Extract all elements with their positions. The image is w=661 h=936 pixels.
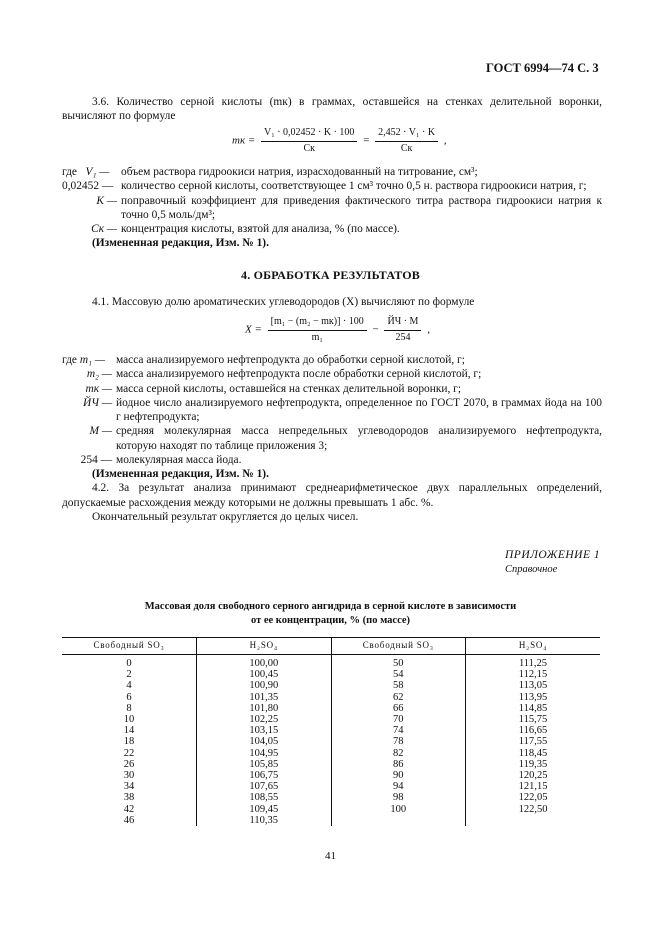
table-cell: 42 (123, 803, 135, 815)
definition-term: K — (96, 194, 117, 207)
paragraph-4-2-rounding: Окончательный результат округляется до целых чисел. (92, 510, 359, 523)
column-header: Свободный SO₃ (62, 638, 197, 655)
fraction-2-denominator: 254 (395, 331, 411, 343)
table-cell: 118,45 (466, 748, 601, 759)
fraction-2-denominator: Cк (400, 142, 413, 154)
table-row (62, 692, 600, 703)
table-header-row (62, 638, 600, 655)
table-row (62, 669, 600, 680)
definition-desc: количество серной кислоты, соответствующее 1 см³ точно 0,5 н. раствора гидроокиси натрия, г; (121, 180, 587, 193)
table-row (62, 815, 600, 826)
amendment-note: (Измененная редакция, Изм. № 1). (92, 237, 269, 250)
table-cell: 102,25 (197, 714, 332, 725)
fraction-1-numerator: [m₁ − (m₂ − mк)] · 100 (268, 316, 367, 331)
table-cell: 108,55 (197, 792, 332, 803)
table-row (62, 792, 600, 803)
table-cell: 116,65 (466, 725, 601, 736)
table-cell: 122,05 (466, 792, 601, 803)
table-cell: 66 (331, 703, 466, 714)
definition-term: Cк — (91, 223, 117, 235)
fraction-1-numerator: V₁ · 0,02452 · K · 100 (261, 127, 357, 142)
table-cell: 38 (123, 792, 135, 804)
table-cell: 2 (126, 669, 132, 681)
table-cell: 122,50 (466, 804, 601, 815)
definitions-3-6 (62, 165, 602, 251)
table-row (62, 770, 600, 781)
table-cell: 115,75 (466, 714, 601, 725)
table-cell: 22 (123, 747, 135, 759)
table-row (62, 655, 600, 670)
definition-row (62, 367, 602, 381)
amendment-note: (Измененная редакция, Изм. № 1). (92, 468, 269, 480)
table-cell: 30 (123, 770, 135, 782)
table-cell: 104,95 (197, 748, 332, 759)
formula-mk (232, 127, 447, 155)
formula-tail: , (443, 134, 447, 147)
table-cell: 50 (331, 655, 466, 670)
table-cell: 100,00 (197, 655, 332, 670)
table-caption (0, 600, 661, 627)
column-header: Свободный SO₃ (331, 638, 466, 655)
table-cell: 8 (126, 702, 132, 714)
table-row (62, 703, 600, 714)
table-cell: 101,80 (197, 703, 332, 714)
appendix-subtitle: Справочное (505, 564, 558, 575)
table-cell: 26 (123, 758, 135, 770)
definition-desc: концентрация кислоты, взятой для анализа, % (по массе). (121, 223, 400, 235)
table-cell: 120,25 (466, 770, 601, 781)
definitions-4-1 (62, 353, 602, 524)
table-cell: 112,15 (466, 669, 601, 680)
table-cell: 106,75 (197, 770, 332, 781)
so3-table (62, 637, 600, 826)
table-cell: 10 (123, 714, 135, 726)
paragraph-3-6: 3.6. Количество серной кислоты (mк) в граммах, оставшейся на стенках делительной воронки, вычисляют по формуле (62, 96, 602, 123)
table-cell: 103,15 (197, 725, 332, 736)
table-row (62, 804, 600, 815)
table-row (62, 725, 600, 736)
table-caption-line: от ее концентрации, % (по массе) (250, 614, 411, 626)
definition-desc: средняя молекулярная масса непредельных углеводородов анализируемого нефтепродукта, которую находят по таблице приложения 3; (116, 425, 602, 452)
table-cell: 78 (331, 736, 466, 747)
definition-desc: масса анализируемого нефтепродукта до обработки серной кислотой, г; (116, 354, 465, 366)
section-title: 4. ОБРАБОТКА РЕЗУЛЬТАТОВ (241, 268, 420, 282)
definition-row (62, 179, 602, 193)
definition-row (62, 424, 602, 453)
table-caption-line: Массовая доля свободного серного ангидрида в серной кислоте в зависимости (144, 601, 517, 612)
table-cell: 101,35 (197, 692, 332, 703)
formula-x (245, 316, 430, 344)
table-cell: 0 (126, 658, 132, 669)
table-cell: 105,85 (197, 759, 332, 770)
table-row (62, 680, 600, 691)
table-cell: 62 (331, 692, 466, 703)
definition-term: mк — (85, 382, 112, 395)
table-cell: 98 (331, 792, 466, 803)
table-cell: 111,25 (466, 655, 601, 670)
table-cell: 74 (331, 725, 466, 736)
table-row (62, 781, 600, 792)
where-label: где m₁ — (62, 354, 105, 366)
table-cell: 70 (331, 714, 466, 725)
table-cell: 86 (331, 759, 466, 770)
table-cell: 100,90 (197, 680, 332, 691)
table-cell: 4 (126, 680, 132, 692)
table-cell: 110,35 (197, 815, 332, 826)
table-cell: 82 (331, 748, 466, 759)
table-cell: 58 (331, 680, 466, 691)
table-cell: 114,85 (466, 703, 601, 714)
paragraph-4-1: 4.1. Массовую долю ароматических углеводородов (X) вычисляют по формуле (92, 296, 475, 308)
definition-term: 254 — (80, 453, 112, 466)
column-header: H₂SO₄ (466, 638, 601, 655)
definition-row (62, 353, 602, 367)
table-row (62, 714, 600, 725)
table-cell (331, 815, 466, 826)
table-cell: 107,65 (197, 781, 332, 792)
formula-tail: , (427, 323, 430, 336)
fraction-1-denominator: Cк (303, 142, 315, 154)
table-row (62, 736, 600, 747)
table-cell: 54 (331, 669, 466, 680)
fraction-2 (384, 316, 421, 344)
table-cell: 90 (331, 770, 466, 781)
table-row (62, 748, 600, 759)
page-header: ГОСТ 6994—74 С. 3 (486, 61, 599, 75)
definition-term: 0,02452 — (62, 180, 114, 193)
table-cell: 94 (331, 781, 466, 792)
table-body (62, 655, 600, 827)
table-cell: 46 (123, 814, 135, 826)
definition-row (62, 396, 602, 425)
formula-lhs: X = (245, 323, 262, 336)
appendix-title: ПРИЛОЖЕНИЕ 1 (505, 549, 601, 561)
fraction-1 (268, 316, 367, 344)
table-row (62, 759, 600, 770)
table-cell: 119,35 (466, 759, 601, 770)
table-cell: 100,45 (197, 669, 332, 680)
formula-lhs: mк = (232, 134, 256, 147)
definition-row (62, 453, 602, 467)
table-cell: 113,95 (466, 692, 601, 703)
table-cell: 6 (126, 691, 132, 703)
table-cell: 18 (123, 736, 135, 748)
definition-row (62, 222, 602, 236)
table-cell: 14 (123, 725, 135, 737)
table-cell: 104,05 (197, 736, 332, 747)
definition-desc: йодное число анализируемого нефтепродукта, определенное по ГОСТ 2070, в граммах йода на 100 г нефтепродукта; (116, 396, 602, 423)
table-cell: 121,15 (466, 781, 601, 792)
definition-row (62, 382, 602, 396)
page-number: 41 (325, 850, 336, 862)
definition-desc: масса анализируемого нефтепродукта после обработки серной кислотой, г; (116, 368, 482, 381)
table-cell: 117,55 (466, 736, 601, 747)
table-cell: 109,45 (197, 804, 332, 815)
definition-row (62, 165, 602, 179)
table-cell: 100 (331, 804, 466, 815)
paragraph-4-2: 4.2. За результат анализа принимают среднеарифметическое двух параллельных определений, допускаемые расхождения между которыми не должны превышать 1 абс. %. (62, 482, 602, 509)
definition-desc: масса серной кислоты, оставшейся на стенках делительной воронки, г; (116, 382, 461, 395)
fraction-1 (261, 127, 357, 155)
definition-term: ЙЧ — (82, 396, 112, 409)
definition-term: m₂ — (86, 368, 112, 381)
definition-desc: объем раствора гидроокиси натрия, израсходованный на титрование, см³; (121, 166, 478, 178)
table-cell: 113,05 (466, 680, 601, 691)
definition-term: M — (89, 425, 112, 438)
table-cell (466, 815, 601, 826)
where-label: где V₁ — (62, 166, 110, 178)
formula-minus: − (372, 323, 379, 336)
fraction-2 (375, 127, 438, 155)
column-header: H₂SO₄ (197, 638, 332, 655)
definition-desc: молекулярная масса йода. (116, 453, 242, 466)
fraction-1-denominator: m₁ (311, 331, 323, 343)
definition-row (62, 194, 602, 223)
definition-desc: поправочный коэффициент для приведения фактического титра раствора гидроокиси натрия к точно 0,5 моль/дм³; (121, 194, 602, 221)
table-cell: 34 (123, 781, 135, 793)
fraction-2-numerator: 2,452 · V₁ · K (375, 127, 438, 142)
formula-equals: = (363, 134, 370, 147)
fraction-2-numerator: ЙЧ · M (384, 316, 421, 331)
